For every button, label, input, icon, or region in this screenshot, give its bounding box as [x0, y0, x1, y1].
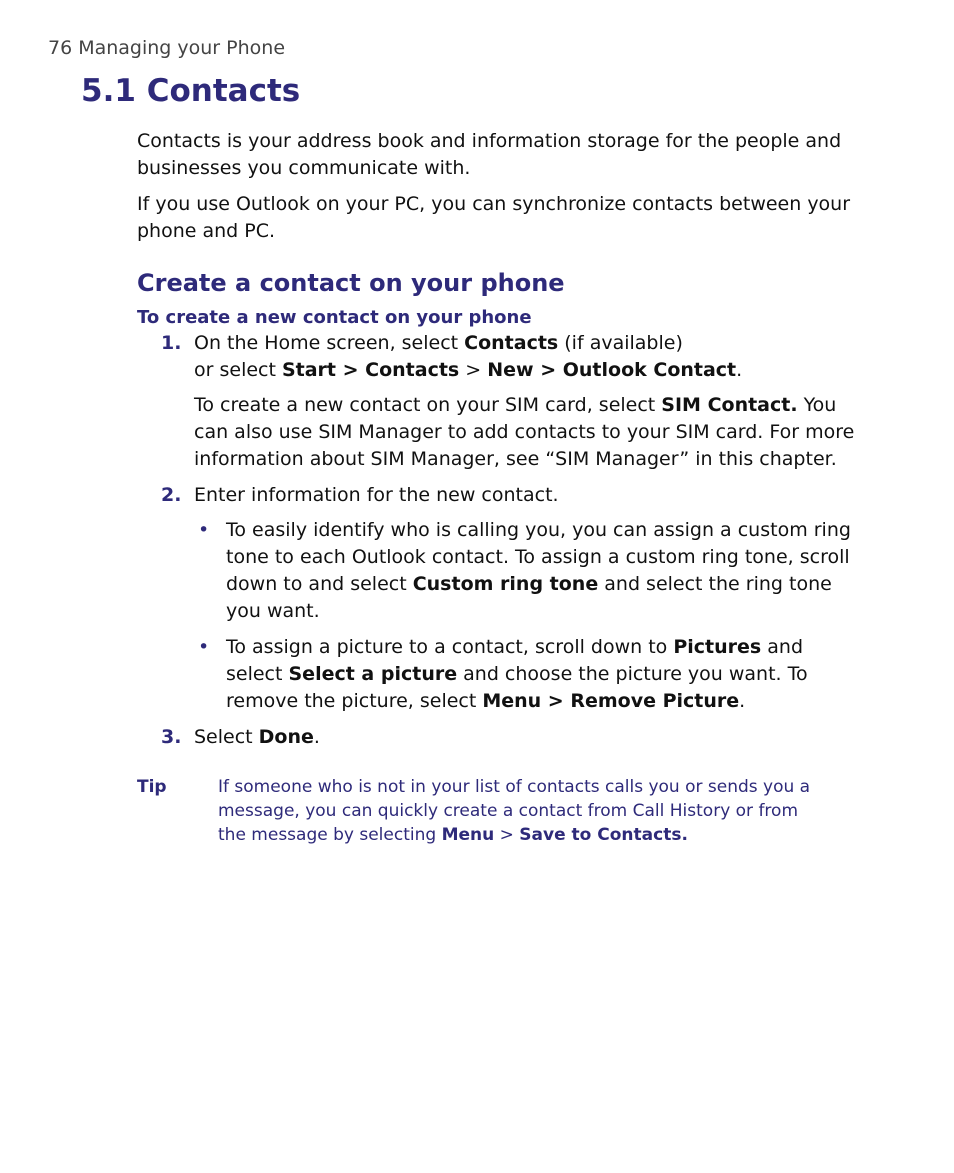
steps-list: [137, 330, 857, 751]
text-run: >: [459, 359, 488, 381]
step-text: [194, 330, 857, 384]
text-run: If someone who is not in your list of contacts calls you or sends you a message, you can quickly create a contact from Call History or from the message by selecting: [218, 777, 811, 845]
ui-term: Done: [258, 726, 314, 748]
intro-paragraph-1: Contacts is your address book and information storage for the people and businesses you communicate with.: [137, 130, 842, 179]
step-text: Enter information for the new contact.: [194, 484, 559, 506]
step-1: [137, 330, 857, 473]
bullet-list: [194, 517, 857, 715]
page-number: 76: [48, 37, 73, 59]
ui-term: Select a picture: [288, 663, 458, 685]
step-number: 3.: [161, 726, 182, 748]
step-text: [194, 724, 857, 751]
subsection-title: Create a contact on your phone: [137, 269, 565, 297]
text-run: .: [739, 690, 746, 712]
running-title: Managing your Phone: [78, 37, 286, 59]
tip-box: [137, 775, 817, 847]
tip-label: Tip: [137, 777, 167, 797]
procedure-title: To create a new contact on your phone: [137, 307, 532, 328]
step-3: [137, 724, 857, 751]
text-run: To assign a picture to a contact, scroll down to: [226, 636, 674, 658]
ui-term: Menu > Remove Picture: [482, 690, 740, 712]
tip-text: [218, 775, 817, 847]
text-run: and choose the picture you want. To remove the picture, select: [226, 663, 808, 712]
text-run: (if available): [558, 332, 683, 354]
text-run: .: [736, 359, 743, 381]
intro-paragraph-2: If you use Outlook on your PC, you can synchronize contacts between your phone and PC.: [137, 193, 851, 242]
running-header: [48, 37, 285, 59]
text-run: and select: [226, 636, 804, 685]
bullet-item-ring-tone: [194, 517, 857, 625]
text-run: To easily identify who is calling you, you can assign a custom ring tone to each Outlook contact. To assign a custom ring tone, scroll down to and select: [226, 519, 851, 595]
ui-term: Save to Contacts.: [519, 825, 688, 845]
ui-term: Contacts: [464, 332, 559, 354]
bullet-item-picture: [194, 634, 857, 715]
main-content: [137, 128, 857, 760]
text-run: You can also use SIM Manager to add contacts to your SIM card. For more information about SIM Manager, see “SIM Manager” in this chapter.: [194, 394, 855, 470]
step-2: [137, 482, 857, 715]
text-run: >: [494, 825, 520, 845]
ui-term: Pictures: [673, 636, 762, 658]
text-run: To create a new contact on your SIM card, select: [194, 394, 662, 416]
bullet-icon: •: [198, 519, 210, 541]
text-run: .: [313, 726, 320, 748]
ui-term: SIM Contact.: [661, 394, 798, 416]
text-run: or select: [194, 359, 282, 381]
text-run: On the Home screen, select: [194, 332, 465, 354]
step-number: 1.: [161, 332, 182, 354]
ui-term: Start > Contacts: [281, 359, 460, 381]
step-number: 2.: [161, 484, 182, 506]
text-run: and select the ring tone you want.: [226, 573, 832, 622]
section-title: 5.1 Contacts: [81, 73, 301, 109]
ui-term: Menu: [441, 825, 495, 845]
bullet-icon: •: [198, 636, 210, 658]
ui-term: Custom ring tone: [412, 573, 599, 595]
ui-term: New > Outlook Contact: [487, 359, 737, 381]
step-note: [194, 392, 857, 473]
text-run: Select: [194, 726, 259, 748]
